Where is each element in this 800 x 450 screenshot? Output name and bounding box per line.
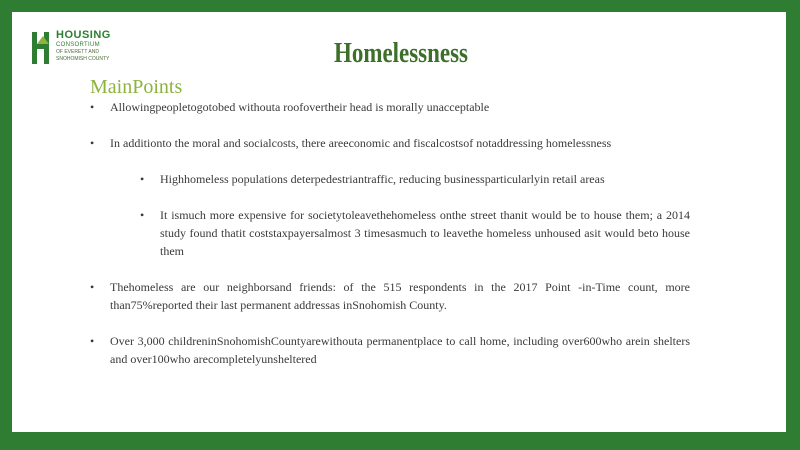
house-logo-icon	[32, 30, 54, 66]
bullet-content	[90, 98, 690, 386]
bullet-text: In additionto the moral and socialcosts, there areeconomic and fiscalcostsof notaddressing homelessness	[110, 136, 612, 150]
bullet-item	[90, 278, 690, 314]
bullet-item	[90, 134, 690, 260]
bullet-list	[90, 98, 690, 368]
sub-bullet-item	[110, 170, 690, 188]
bullet-text: Allowingpeopletogotobed withouta roofovertheir head is morally unacceptable	[110, 100, 490, 114]
bullet-item	[90, 332, 690, 368]
logo-line-4: SNOHOMISH COUNTY	[56, 56, 110, 62]
slide-canvas	[12, 12, 786, 432]
sub-bullet-text: Highhomeless populations deterpedestriantraffic, reducing businessparticularlyin retail areas	[160, 172, 605, 186]
sub-bullet-text: It ismuch more expensive for societytoleavethehomeless onthe street thanit would be to house them; a 2014 study found thatit coststaxpayersalmost 3 timesasmuch to leavethe homeless unhoused asit would beto house them	[160, 208, 690, 258]
bullet-text: Thehomeless are our neighborsand friends: of the 515 respondents in the 2017 Point -in-Time count, more than75%reported their last permanent addressas inSnohomish County.	[110, 280, 690, 312]
section-heading: MainPoints	[90, 76, 183, 98]
bullet-text: Over 3,000 childreninSnohomishCountyarewithouta permanentplace to call home, including over600who arein shelters and over100who arecompletelyunsheltered	[110, 334, 690, 366]
slide-title: Homelessness	[334, 38, 468, 69]
sub-bullet-list	[110, 170, 690, 260]
logo-line-3: OF EVERETT AND	[56, 49, 99, 55]
sub-bullet-item	[110, 206, 690, 260]
bullet-item	[90, 98, 690, 116]
logo-line-2: CONSORTIUM	[56, 42, 100, 48]
logo-line-1: HOUSING	[56, 29, 111, 41]
